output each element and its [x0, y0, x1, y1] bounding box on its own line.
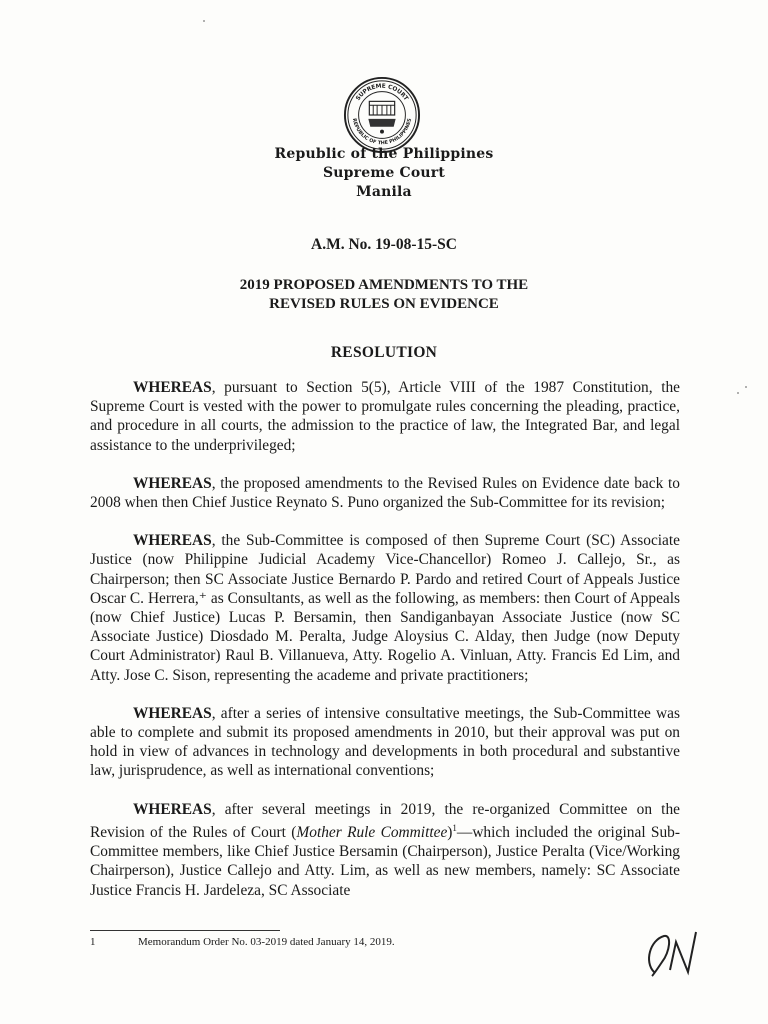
footnote-mark: 1: [90, 936, 96, 948]
svg-text:REPUBLIC OF THE PHILIPPINES: REPUBLIC OF THE PHILIPPINES: [350, 117, 414, 147]
header-manila: Manila: [356, 184, 412, 200]
mother-rule-committee: Mother Rule Committee: [296, 823, 448, 841]
header-republic: Republic of the Philippines: [274, 146, 494, 162]
paragraph: WHEREAS, after several meetings in 2019, the re-organized Committee on the Revision of the Rules of Court (Mother Rule Committee)$^1$—which included the original Sub-Committee members, like Chief Justice Bersamin (Chairperson), Justice Peralta (Vice/Working Chairperson), Justice Callejo and Atty. Lim, as well as new members, namely: SC Associate Justice Francis H. Jardeleza, SC Associate: [90, 800, 681, 899]
paragraph-text: , the proposed amendments to the Revised Rules on Evidence date back to 2008 when then Chief Justice Reynato S. Puno organized the Sub-Committee for its revision;: [90, 474, 680, 512]
paragraph-lead: WHEREAS: [133, 532, 212, 550]
footnote-ref: 1: [452, 822, 457, 833]
paragraph: [90, 531, 680, 685]
paragraph: [90, 704, 680, 781]
footnote: [90, 935, 590, 949]
paragraph-text: , the Sub-Committee is composed of then Supreme Court (SC) Associate Justice (now Philippine Judicial Academy Vice-Chancellor) Romeo J. Callejo, Sr., as Chairperson; then SC Associate Justice Bernardo P. Pardo and retired Court of Appeals Justice Oscar C. Herrera,⁺ as Consultants, as well as the following, as members: then Court of Appeals (now Chief Justice) Lucas P. Bersamin, then Sandiganbayan Associate Justice (now SC Associate Justice) Diosdado M. Peralta, Judge Aloysius C. Alday, then Judge (now Deputy Court Administrator) Raul B. Villanueva, Atty. Rogelio A. Vinluan, Atty. Francis Ed Lim, and Atty. Jose C. Sison, representing the academe and private practitioners;: [90, 532, 680, 684]
paragraph-text: , after several meetings in 2019, the re-organized Committee on the Revision of the Rules of Court (: [90, 800, 680, 841]
paragraph-text: —which included the original Sub-Committee members, like Chief Justice Bersamin (Chairperson), Justice Peralta (Vice/Working Chairperson), Justice Callejo and Atty. Lim, as well as new members, namely: SC Associate Justice Francis H. Jardeleza, SC Associate: [90, 823, 681, 899]
paragraph-text: , pursuant to Section 5(5), Article VIII of the 1987 Constitution, the Supreme Court is vested with the power to promulgate rules concerning the pleading, practice, and procedure in all courts, the admission to the practice of law, the Integrated Bar, and legal assistance to the underprivileged;: [90, 379, 680, 454]
document-title: [0, 276, 768, 314]
footnote-text: Memorandum Order No. 03-2019 dated January 14, 2019.: [138, 936, 395, 948]
title-line-2: REVISED RULES ON EVIDENCE: [269, 296, 499, 312]
paragraph-lead: WHEREAS: [133, 704, 212, 722]
svg-text:SUPREME COURT: SUPREME COURT: [355, 83, 409, 102]
paragraph: [90, 474, 680, 512]
paragraph-lead: WHEREAS: [133, 800, 212, 818]
paragraph-lead: WHEREAS: [133, 474, 212, 492]
footnote-rule: [90, 930, 280, 931]
paragraph-text: , after a series of intensive consultative meetings, the Sub-Committee was able to complete and submit its proposed amendments in 2010, but their approval was put on hold in view of advances in technology and developments in both procedural and substantive law, jurisprudence, as well as international conventions;: [90, 704, 680, 780]
resolution-heading: RESOLUTION: [330, 344, 438, 361]
case-number: A.M. No. 19-08-15-SC: [311, 236, 457, 253]
resolution-body: [90, 378, 680, 919]
paragraph: [90, 378, 680, 455]
court-header: [0, 145, 768, 202]
paragraph-lead: WHEREAS: [133, 379, 212, 396]
scan-speck: [737, 392, 739, 394]
handwritten-initial: [640, 922, 710, 982]
header-supreme-court: Supreme Court: [322, 165, 446, 181]
scan-speck: [203, 20, 205, 22]
scan-speck: [745, 386, 747, 388]
title-line-1: 2019 PROPOSED AMENDMENTS TO THE: [239, 277, 529, 293]
supreme-court-seal: [343, 76, 421, 154]
